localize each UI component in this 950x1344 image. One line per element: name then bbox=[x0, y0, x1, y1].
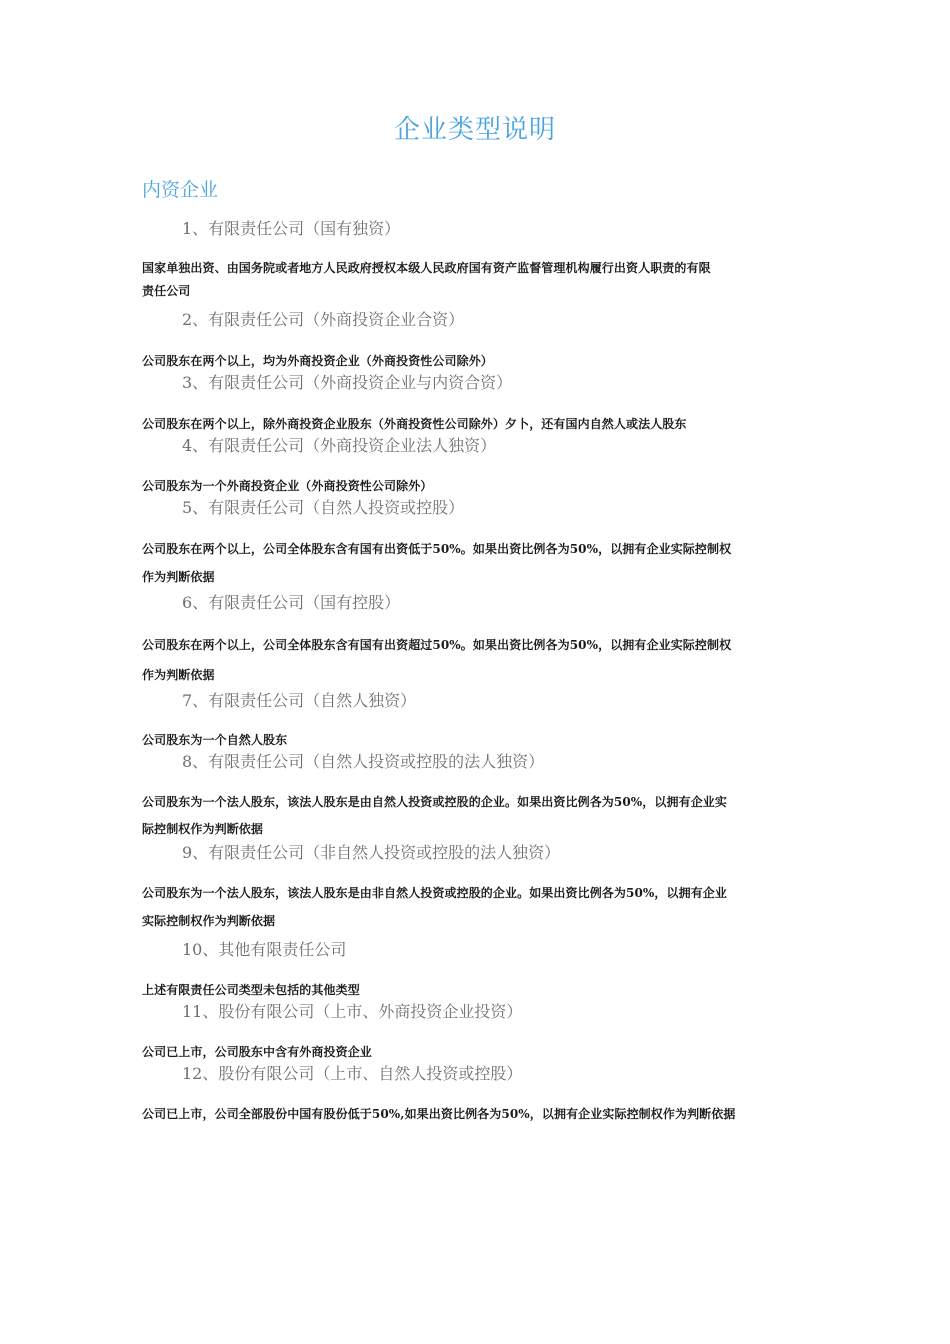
list-item bbox=[142, 748, 814, 844]
document-title: 企业类型说明 bbox=[393, 115, 556, 145]
list-item bbox=[142, 839, 814, 936]
item-heading: 3、有限责任公司（外商投资企业与内资合资） bbox=[182, 373, 513, 392]
item-heading: 9、有限责任公司（非自然人投资或控股的法人独资） bbox=[182, 843, 561, 862]
item-heading: 7、有限责任公司（自然人独资） bbox=[182, 691, 417, 710]
item-description: 责任公司 bbox=[142, 284, 191, 298]
list-item bbox=[142, 589, 814, 690]
item-description: 公司已上市，公司全部股份中国有股份低于50%,如果出资比例各为50%，以拥有企业实际控制权作为判断依据 bbox=[142, 1107, 736, 1121]
list-item bbox=[142, 306, 814, 376]
item-heading: 10、其他有限责任公司 bbox=[182, 940, 347, 959]
item-description: 公司股东为一个外商投资企业（外商投资性公司除外） bbox=[142, 479, 433, 493]
item-description: 公司已上市，公司股东中含有外商投资企业 bbox=[142, 1045, 372, 1059]
item-description: 作为判断依据 bbox=[142, 570, 215, 584]
item-heading: 4、有限责任公司（外商投资企业法人独资） bbox=[182, 436, 497, 455]
list-item bbox=[142, 1060, 814, 1129]
list-item bbox=[142, 998, 814, 1067]
item-description: 际控制权作为判断依据 bbox=[142, 822, 264, 836]
item-description: 公司股东在两个以上，公司全体股东含有国有出资超过50%。如果出资比例各为50%，以拥有企业实际控制权 bbox=[142, 638, 732, 652]
item-heading: 1、有限责任公司（国有独资） bbox=[182, 219, 401, 238]
enterprise-type-list bbox=[142, 215, 814, 1129]
item-description: 实际控制权作为判断依据 bbox=[142, 914, 276, 928]
item-heading: 11、股份有限公司（上市、外商投资企业投资） bbox=[182, 1002, 523, 1021]
list-item bbox=[142, 432, 814, 501]
item-heading: 2、有限责任公司（外商投资企业合资） bbox=[182, 310, 465, 329]
item-description: 上述有限责任公司类型未包括的其他类型 bbox=[142, 983, 360, 997]
item-description: 国家单独出资、由国务院或者地方人民政府授权本级人民政府国有资产监督管理机构履行出资人职责的有限 bbox=[142, 261, 711, 275]
item-description: 作为判断依据 bbox=[142, 668, 215, 682]
item-description: 公司股东在两个以上，公司全体股东含有国有出资低于50%。如果出资比例各为50%，以拥有企业实际控制权 bbox=[142, 542, 732, 556]
item-heading: 6、有限责任公司（国有控股） bbox=[182, 593, 401, 612]
list-item bbox=[142, 936, 814, 1005]
item-heading: 5、有限责任公司（自然人投资或控股） bbox=[182, 498, 465, 517]
list-item bbox=[142, 369, 814, 439]
item-description: 公司股东在两个以上，除外商投资企业股东（外商投资性公司除外）夕卜，还有国内自然人或法人股东 bbox=[142, 417, 687, 431]
item-description: 公司股东为一个法人股东，该法人股东是由非自然人投资或控股的企业。如果出资比例各为50%，以拥有企业 bbox=[142, 886, 728, 900]
list-item bbox=[142, 494, 814, 592]
item-description: 公司股东为一个法人股东，该法人股东是由自然人投资或控股的企业。如果出资比例各为50%，以拥有企业实 bbox=[142, 795, 728, 809]
section-heading: 内资企业 bbox=[142, 179, 219, 201]
item-heading: 12、股份有限公司（上市、自然人投资或控股） bbox=[182, 1064, 523, 1083]
item-description: 公司股东在两个以上，均为外商投资企业（外商投资性公司除外） bbox=[142, 354, 493, 368]
item-heading: 8、有限责任公司（自然人投资或控股的法人独资） bbox=[182, 752, 545, 771]
list-item bbox=[142, 215, 814, 306]
item-description: 公司股东为一个自然人股东 bbox=[142, 733, 288, 747]
list-item bbox=[142, 687, 814, 755]
